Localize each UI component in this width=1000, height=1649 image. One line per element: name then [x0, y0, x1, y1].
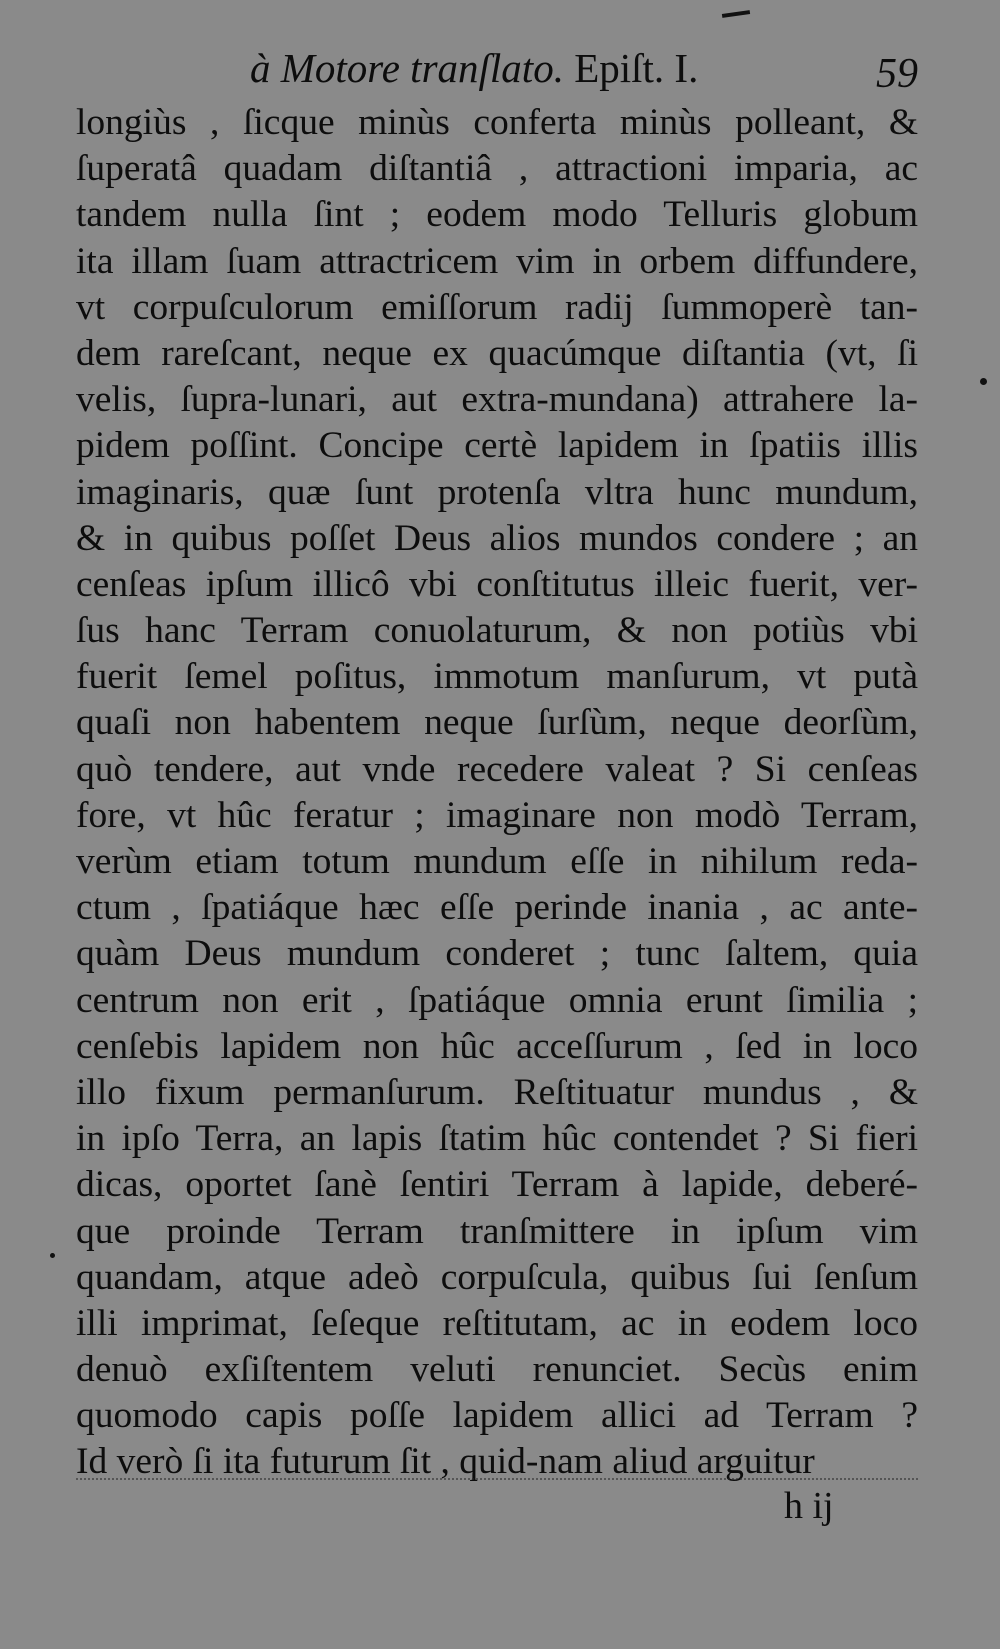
text-line: vt corpuſculorum emiſſorum radij ſummoperè tan-: [76, 286, 918, 328]
epistle-label: Epiſt. I.: [574, 45, 699, 91]
text-line: quomodo capis poſſe lapidem allici ad Terram ?: [76, 1395, 918, 1437]
text-line: fuerit ſemel poſitus, immotum manſurum, vt putà: [76, 656, 918, 698]
text-line: in ipſo Terra, an lapis ſtatim hûc contendet ? Si fieri: [76, 1118, 918, 1160]
text-line: ſuperatâ quadam diſtantiâ , attractioni imparia, ac: [76, 148, 918, 190]
text-line: dicas, oportet ſanè ſentiri Terram à lapide, deberé-: [76, 1164, 918, 1206]
text-line: imaginaris, quæ ſunt protenſa vltra hunc mundum,: [76, 471, 918, 513]
body-text: [76, 100, 918, 1486]
text-line: ſus hanc Terram conuolaturum, & non potiùs vbi: [76, 610, 918, 652]
text-line: tandem nulla ſint ; eodem modo Telluris globum: [76, 194, 918, 236]
text-line: longiùs , ſicque minùs conferta minùs polleant, &: [76, 102, 918, 143]
text-line: Id verò ſi ita futurum ſit , quid-nam aliud arguitur: [76, 1441, 815, 1483]
text-line: quandam, atque adeò corpuſcula, quibus ſui ſenſum: [76, 1256, 918, 1298]
text-line: cenſebis lapidem non hûc acceſſurum , ſed in loco: [76, 1025, 918, 1067]
text-line: quò tendere, aut vnde recedere valeat ? Si cenſeas: [76, 748, 918, 790]
text-line: dem rareſcant, neque ex quacúmque diſtantia (vt, ſi: [76, 332, 918, 374]
ink-speck: [980, 378, 987, 385]
text-line: quaſi non habentem neque ſurſùm, neque deorſùm,: [76, 702, 918, 744]
text-line: que proinde Terram tranſmittere in ipſum vim: [76, 1210, 918, 1252]
text-line: ita illam ſuam attractricem vim in orbem diffundere,: [76, 240, 918, 282]
text-line: ctum , ſpatiáque hæc eſſe perinde inania , ac ante-: [76, 887, 918, 929]
text-line: denuò exſiſtentem veluti renunciet. Secùs enim: [76, 1349, 918, 1391]
text-line: cenſeas ipſum illicô vbi conſtitutus illeic fuerit, ver-: [76, 563, 918, 605]
running-title: à Motore tranſlato.: [250, 45, 564, 91]
text-line: & in quibus poſſet Deus alios mundos condere ; an: [76, 517, 918, 559]
bottom-rule: [76, 1478, 918, 1480]
signature-mark: h ij: [784, 1485, 834, 1527]
text-line: velis, ſupra-lunari, aut extra-mundana) attrahere la-: [76, 379, 918, 421]
text-line: verùm etiam totum mundum eſſe in nihilum reda-: [76, 841, 918, 882]
text-line: centrum non erit , ſpatiáque omnia erunt ſimilia ;: [76, 979, 918, 1021]
text-line: fore, vt hûc feratur ; imaginare non modò Terram,: [76, 794, 918, 836]
text-line: quàm Deus mundum conderet ; tunc ſaltem, quia: [76, 933, 918, 975]
text-line: illo fixum permanſurum. Reſtituatur mundus , &: [76, 1071, 918, 1113]
print-mark: [722, 10, 750, 18]
text-line: pidem poſſint. Concipe certè lapidem in ſpatiis illis: [76, 425, 918, 467]
running-header: [250, 40, 940, 96]
text-line: illi imprimat, ſeſeque reſtitutam, ac in eodem loco: [76, 1302, 918, 1344]
ink-speck: [50, 1253, 55, 1258]
page-number: 59: [876, 51, 918, 97]
